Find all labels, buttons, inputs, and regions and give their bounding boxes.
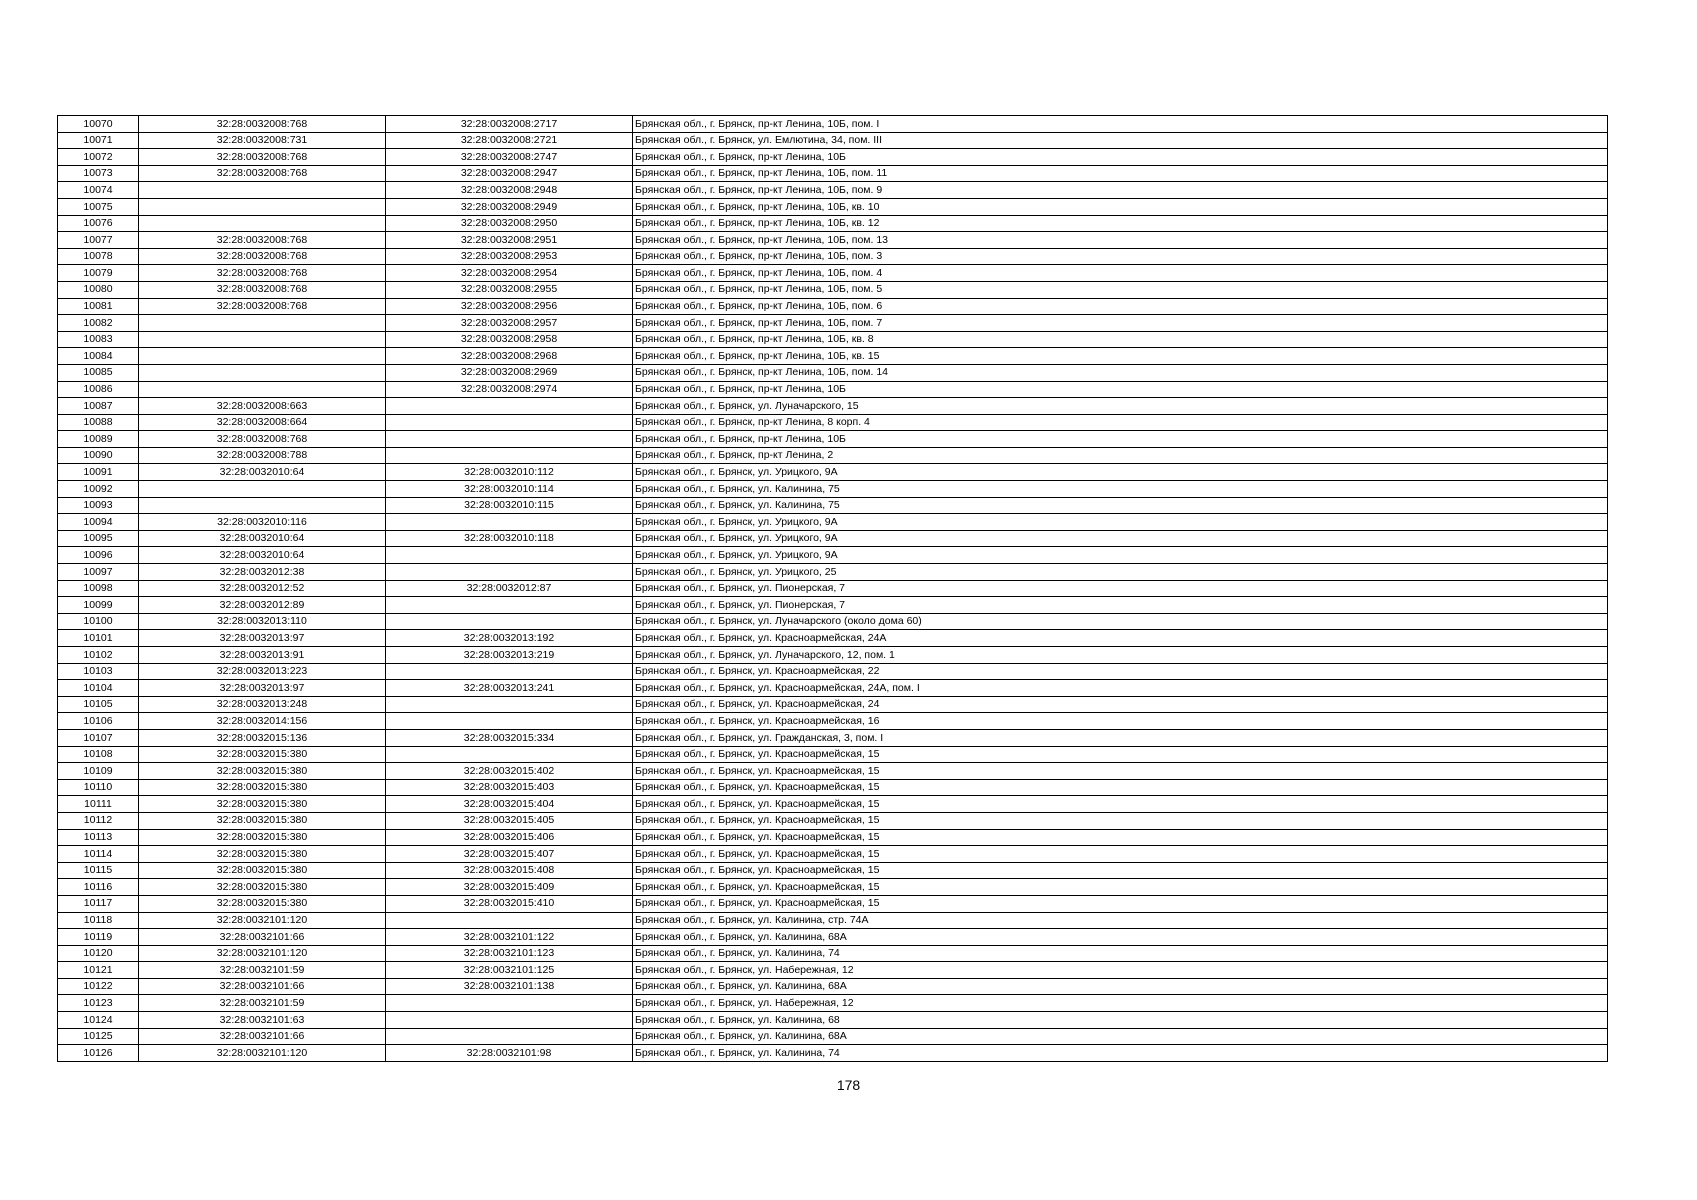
row-number-cell: 10125 [58,1028,139,1045]
row-number-cell: 10075 [58,198,139,215]
row-number-cell: 10084 [58,348,139,365]
land-cadastral-number-cell: 32:28:0032008:663 [139,398,386,415]
row-number-cell: 10121 [58,962,139,979]
row-number-cell: 10085 [58,364,139,381]
object-cadastral-number-cell [386,613,633,630]
object-cadastral-number-cell [386,663,633,680]
address-cell: Брянская обл., г. Брянск, ул. Пионерская, 7 [633,597,1608,614]
table-row [58,862,1608,879]
address-cell: Брянская обл., г. Брянск, пр-кт Ленина, 10Б, кв. 12 [633,215,1608,232]
object-cadastral-number-cell: 32:28:0032008:2956 [386,298,633,315]
object-cadastral-number-cell: 32:28:0032008:2953 [386,248,633,265]
object-cadastral-number-cell [386,514,633,531]
row-number-cell: 10106 [58,713,139,730]
table-row [58,729,1608,746]
row-number-cell: 10098 [58,580,139,597]
row-number-cell: 10126 [58,1045,139,1062]
row-number-cell: 10087 [58,398,139,415]
land-cadastral-number-cell: 32:28:0032008:768 [139,165,386,182]
land-cadastral-number-cell: 32:28:0032015:380 [139,812,386,829]
address-cell: Брянская обл., г. Брянск, ул. Красноармейская, 15 [633,862,1608,879]
land-cadastral-number-cell [139,381,386,398]
table-row [58,895,1608,912]
row-number-cell: 10120 [58,945,139,962]
object-cadastral-number-cell [386,696,633,713]
object-cadastral-number-cell [386,995,633,1012]
table-row [58,348,1608,365]
table-row [58,364,1608,381]
object-cadastral-number-cell [386,1028,633,1045]
row-number-cell: 10117 [58,895,139,912]
row-number-cell: 10112 [58,812,139,829]
row-number-cell: 10080 [58,281,139,298]
table-row [58,248,1608,265]
address-cell: Брянская обл., г. Брянск, пр-кт Ленина, 10Б, пом. 9 [633,182,1608,199]
object-cadastral-number-cell: 32:28:0032008:2974 [386,381,633,398]
table-row [58,1045,1608,1062]
land-cadastral-number-cell: 32:28:0032008:731 [139,132,386,149]
address-cell: Брянская обл., г. Брянск, ул. Пионерская, 7 [633,580,1608,597]
row-number-cell: 10102 [58,647,139,664]
address-cell: Брянская обл., г. Брянск, ул. Красноармейская, 16 [633,713,1608,730]
row-number-cell: 10111 [58,796,139,813]
table-row [58,879,1608,896]
land-cadastral-number-cell: 32:28:0032012:89 [139,597,386,614]
land-cadastral-number-cell: 32:28:0032015:136 [139,729,386,746]
object-cadastral-number-cell: 32:28:0032010:118 [386,530,633,547]
land-cadastral-number-cell: 32:28:0032101:66 [139,978,386,995]
table-row [58,929,1608,946]
land-cadastral-number-cell [139,364,386,381]
address-cell: Брянская обл., г. Брянск, ул. Красноармейская, 15 [633,812,1608,829]
table-row [58,663,1608,680]
object-cadastral-number-cell: 32:28:0032015:405 [386,812,633,829]
table-row [58,713,1608,730]
row-number-cell: 10094 [58,514,139,531]
row-number-cell: 10095 [58,530,139,547]
table-row [58,995,1608,1012]
address-cell: Брянская обл., г. Брянск, ул. Гражданская, 3, пом. I [633,729,1608,746]
land-cadastral-number-cell: 32:28:0032010:64 [139,530,386,547]
row-number-cell: 10118 [58,912,139,929]
land-cadastral-number-cell: 32:28:0032015:380 [139,779,386,796]
object-cadastral-number-cell [386,713,633,730]
row-number-cell: 10119 [58,929,139,946]
row-number-cell: 10072 [58,149,139,166]
table-row [58,265,1608,282]
table-row [58,580,1608,597]
table-row [58,331,1608,348]
land-cadastral-number-cell: 32:28:0032013:110 [139,613,386,630]
land-cadastral-number-cell: 32:28:0032101:59 [139,962,386,979]
object-cadastral-number-cell: 32:28:0032013:219 [386,647,633,664]
land-cadastral-number-cell [139,481,386,498]
land-cadastral-number-cell: 32:28:0032101:120 [139,1045,386,1062]
land-cadastral-number-cell: 32:28:0032008:768 [139,248,386,265]
object-cadastral-number-cell [386,564,633,581]
row-number-cell: 10103 [58,663,139,680]
row-number-cell: 10089 [58,431,139,448]
object-cadastral-number-cell: 32:28:0032101:98 [386,1045,633,1062]
table-row [58,547,1608,564]
row-number-cell: 10115 [58,862,139,879]
land-cadastral-number-cell: 32:28:0032013:248 [139,696,386,713]
object-cadastral-number-cell: 32:28:0032008:2968 [386,348,633,365]
object-cadastral-number-cell: 32:28:0032010:114 [386,481,633,498]
table-row [58,746,1608,763]
address-cell: Брянская обл., г. Брянск, ул. Красноармейская, 15 [633,746,1608,763]
row-number-cell: 10109 [58,763,139,780]
object-cadastral-number-cell: 32:28:0032008:2954 [386,265,633,282]
object-cadastral-number-cell: 32:28:0032008:2958 [386,331,633,348]
land-cadastral-number-cell: 32:28:0032101:63 [139,1012,386,1029]
object-cadastral-number-cell: 32:28:0032015:334 [386,729,633,746]
address-cell: Брянская обл., г. Брянск, пр-кт Ленина, 10Б, пом. 5 [633,281,1608,298]
row-number-cell: 10076 [58,215,139,232]
page-number: 178 [836,1077,861,1093]
table-row [58,182,1608,199]
address-cell: Брянская обл., г. Брянск, ул. Калинина, 68А [633,929,1608,946]
land-cadastral-number-cell: 32:28:0032101:59 [139,995,386,1012]
address-cell: Брянская обл., г. Брянск, ул. Урицкого, 25 [633,564,1608,581]
address-cell: Брянская обл., г. Брянск, ул. Урицкого, 9А [633,547,1608,564]
address-cell: Брянская обл., г. Брянск, ул. Калинина, 75 [633,497,1608,514]
address-cell: Брянская обл., г. Брянск, ул. Красноармейская, 24А, пом. I [633,680,1608,697]
object-cadastral-number-cell: 32:28:0032008:2717 [386,116,633,133]
table-row [58,281,1608,298]
object-cadastral-number-cell: 32:28:0032101:123 [386,945,633,962]
address-cell: Брянская обл., г. Брянск, пр-кт Ленина, 10Б, пом. 14 [633,364,1608,381]
object-cadastral-number-cell: 32:28:0032013:241 [386,680,633,697]
object-cadastral-number-cell: 32:28:0032101:122 [386,929,633,946]
land-cadastral-number-cell: 32:28:0032008:768 [139,232,386,249]
address-cell: Брянская обл., г. Брянск, ул. Красноармейская, 15 [633,779,1608,796]
object-cadastral-number-cell: 32:28:0032101:125 [386,962,633,979]
registry-table-body [58,116,1608,1062]
table-row [58,962,1608,979]
land-cadastral-number-cell: 32:28:0032012:52 [139,580,386,597]
object-cadastral-number-cell: 32:28:0032008:2947 [386,165,633,182]
row-number-cell: 10073 [58,165,139,182]
object-cadastral-number-cell: 32:28:0032015:407 [386,846,633,863]
land-cadastral-number-cell: 32:28:0032015:380 [139,829,386,846]
land-cadastral-number-cell: 32:28:0032101:66 [139,1028,386,1045]
row-number-cell: 10116 [58,879,139,896]
address-cell: Брянская обл., г. Брянск, ул. Урицкого, 9А [633,514,1608,531]
land-cadastral-number-cell [139,331,386,348]
land-cadastral-number-cell: 32:28:0032010:116 [139,514,386,531]
row-number-cell: 10086 [58,381,139,398]
land-cadastral-number-cell: 32:28:0032101:120 [139,912,386,929]
object-cadastral-number-cell: 32:28:0032101:138 [386,978,633,995]
table-row [58,630,1608,647]
table-row [58,431,1608,448]
row-number-cell: 10081 [58,298,139,315]
land-cadastral-number-cell: 32:28:0032008:768 [139,149,386,166]
object-cadastral-number-cell [386,414,633,431]
address-cell: Брянская обл., г. Брянск, пр-кт Ленина, 10Б [633,381,1608,398]
table-row [58,215,1608,232]
table-row [58,232,1608,249]
address-cell: Брянская обл., г. Брянск, ул. Калинина, стр. 74А [633,912,1608,929]
object-cadastral-number-cell [386,447,633,464]
address-cell: Брянская обл., г. Брянск, ул. Калинина, 68 [633,1012,1608,1029]
address-cell: Брянская обл., г. Брянск, пр-кт Ленина, 10Б, пом. 13 [633,232,1608,249]
row-number-cell: 10114 [58,846,139,863]
object-cadastral-number-cell [386,746,633,763]
table-row [58,680,1608,697]
table-row [58,447,1608,464]
table-row [58,481,1608,498]
address-cell: Брянская обл., г. Брянск, ул. Калинина, 74 [633,945,1608,962]
address-cell: Брянская обл., г. Брянск, пр-кт Ленина, 10Б, кв. 15 [633,348,1608,365]
address-cell: Брянская обл., г. Брянск, ул. Красноармейская, 24А [633,630,1608,647]
row-number-cell: 10104 [58,680,139,697]
row-number-cell: 10071 [58,132,139,149]
address-cell: Брянская обл., г. Брянск, пр-кт Ленина, 2 [633,447,1608,464]
table-row [58,978,1608,995]
object-cadastral-number-cell: 32:28:0032013:192 [386,630,633,647]
table-row [58,945,1608,962]
land-cadastral-number-cell: 32:28:0032015:380 [139,879,386,896]
row-number-cell: 10082 [58,315,139,332]
table-row [58,597,1608,614]
object-cadastral-number-cell: 32:28:0032008:2949 [386,198,633,215]
address-cell: Брянская обл., г. Брянск, пр-кт Ленина, 8 корп. 4 [633,414,1608,431]
table-row [58,846,1608,863]
row-number-cell: 10113 [58,829,139,846]
row-number-cell: 10101 [58,630,139,647]
object-cadastral-number-cell: 32:28:0032008:2957 [386,315,633,332]
land-cadastral-number-cell: 32:28:0032015:380 [139,895,386,912]
land-cadastral-number-cell: 32:28:0032013:97 [139,680,386,697]
table-row [58,829,1608,846]
row-number-cell: 10090 [58,447,139,464]
address-cell: Брянская обл., г. Брянск, ул. Луначарского (около дома 60) [633,613,1608,630]
land-cadastral-number-cell: 32:28:0032101:66 [139,929,386,946]
address-cell: Брянская обл., г. Брянск, пр-кт Ленина, 10Б, пом. I [633,116,1608,133]
address-cell: Брянская обл., г. Брянск, ул. Калинина, 68А [633,978,1608,995]
table-row [58,912,1608,929]
address-cell: Брянская обл., г. Брянск, ул. Красноармейская, 15 [633,846,1608,863]
row-number-cell: 10074 [58,182,139,199]
object-cadastral-number-cell [386,1012,633,1029]
address-cell: Брянская обл., г. Брянск, ул. Емлютина, 34, пом. III [633,132,1608,149]
land-cadastral-number-cell: 32:28:0032008:768 [139,281,386,298]
address-cell: Брянская обл., г. Брянск, пр-кт Ленина, 10Б, кв. 8 [633,331,1608,348]
row-number-cell: 10079 [58,265,139,282]
object-cadastral-number-cell: 32:28:0032010:112 [386,464,633,481]
table-row [58,1012,1608,1029]
row-number-cell: 10110 [58,779,139,796]
row-number-cell: 10124 [58,1012,139,1029]
land-cadastral-number-cell: 32:28:0032015:380 [139,846,386,863]
object-cadastral-number-cell: 32:28:0032008:2955 [386,281,633,298]
row-number-cell: 10099 [58,597,139,614]
row-number-cell: 10097 [58,564,139,581]
address-cell: Брянская обл., г. Брянск, ул. Красноармейская, 15 [633,879,1608,896]
row-number-cell: 10093 [58,497,139,514]
table-row [58,564,1608,581]
object-cadastral-number-cell: 32:28:0032015:410 [386,895,633,912]
land-cadastral-number-cell: 32:28:0032008:768 [139,431,386,448]
object-cadastral-number-cell: 32:28:0032008:2721 [386,132,633,149]
table-row [58,398,1608,415]
row-number-cell: 10091 [58,464,139,481]
object-cadastral-number-cell: 32:28:0032008:2948 [386,182,633,199]
address-cell: Брянская обл., г. Брянск, пр-кт Ленина, 10Б, пом. 7 [633,315,1608,332]
table-row [58,464,1608,481]
table-row [58,315,1608,332]
object-cadastral-number-cell: 32:28:0032008:2950 [386,215,633,232]
land-cadastral-number-cell: 32:28:0032008:788 [139,447,386,464]
address-cell: Брянская обл., г. Брянск, пр-кт Ленина, 10Б [633,149,1608,166]
row-number-cell: 10123 [58,995,139,1012]
land-cadastral-number-cell: 32:28:0032008:768 [139,298,386,315]
table-row [58,613,1608,630]
address-cell: Брянская обл., г. Брянск, ул. Красноармейская, 15 [633,895,1608,912]
address-cell: Брянская обл., г. Брянск, ул. Калинина, 68А [633,1028,1608,1045]
table-row [58,149,1608,166]
land-cadastral-number-cell: 32:28:0032008:768 [139,265,386,282]
object-cadastral-number-cell [386,431,633,448]
object-cadastral-number-cell: 32:28:0032015:406 [386,829,633,846]
object-cadastral-number-cell: 32:28:0032015:409 [386,879,633,896]
land-cadastral-number-cell: 32:28:0032010:64 [139,547,386,564]
address-cell: Брянская обл., г. Брянск, ул. Красноармейская, 24 [633,696,1608,713]
table-row [58,1028,1608,1045]
row-number-cell: 10122 [58,978,139,995]
address-cell: Брянская обл., г. Брянск, пр-кт Ленина, 10Б [633,431,1608,448]
object-cadastral-number-cell [386,912,633,929]
address-cell: Брянская обл., г. Брянск, ул. Красноармейская, 15 [633,796,1608,813]
object-cadastral-number-cell: 32:28:0032008:2747 [386,149,633,166]
land-cadastral-number-cell [139,315,386,332]
land-cadastral-number-cell [139,215,386,232]
address-cell: Брянская обл., г. Брянск, пр-кт Ленина, 10Б, кв. 10 [633,198,1608,215]
object-cadastral-number-cell [386,597,633,614]
row-number-cell: 10088 [58,414,139,431]
address-cell: Брянская обл., г. Брянск, ул. Калинина, 74 [633,1045,1608,1062]
table-row [58,298,1608,315]
cadastral-registry-table [57,115,1608,1062]
land-cadastral-number-cell: 32:28:0032015:380 [139,796,386,813]
land-cadastral-number-cell [139,348,386,365]
land-cadastral-number-cell: 32:28:0032012:38 [139,564,386,581]
address-cell: Брянская обл., г. Брянск, ул. Красноармейская, 15 [633,829,1608,846]
table-row [58,165,1608,182]
land-cadastral-number-cell [139,198,386,215]
land-cadastral-number-cell: 32:28:0032013:97 [139,630,386,647]
address-cell: Брянская обл., г. Брянск, ул. Набережная, 12 [633,995,1608,1012]
address-cell: Брянская обл., г. Брянск, пр-кт Ленина, 10Б, пом. 11 [633,165,1608,182]
land-cadastral-number-cell: 32:28:0032014:156 [139,713,386,730]
address-cell: Брянская обл., г. Брянск, ул. Урицкого, 9А [633,530,1608,547]
table-row [58,497,1608,514]
table-row [58,696,1608,713]
land-cadastral-number-cell: 32:28:0032015:380 [139,862,386,879]
address-cell: Брянская обл., г. Брянск, ул. Урицкого, 9А [633,464,1608,481]
address-cell: Брянская обл., г. Брянск, пр-кт Ленина, 10Б, пом. 6 [633,298,1608,315]
object-cadastral-number-cell: 32:28:0032015:404 [386,796,633,813]
table-row [58,763,1608,780]
table-row [58,116,1608,133]
land-cadastral-number-cell: 32:28:0032008:768 [139,116,386,133]
address-cell: Брянская обл., г. Брянск, пр-кт Ленина, 10Б, пом. 3 [633,248,1608,265]
row-number-cell: 10108 [58,746,139,763]
row-number-cell: 10107 [58,729,139,746]
land-cadastral-number-cell: 32:28:0032101:120 [139,945,386,962]
row-number-cell: 10070 [58,116,139,133]
land-cadastral-number-cell: 32:28:0032015:380 [139,746,386,763]
address-cell: Брянская обл., г. Брянск, ул. Красноармейская, 22 [633,663,1608,680]
address-cell: Брянская обл., г. Брянск, ул. Луначарского, 15 [633,398,1608,415]
address-cell: Брянская обл., г. Брянск, пр-кт Ленина, 10Б, пом. 4 [633,265,1608,282]
table-row [58,198,1608,215]
land-cadastral-number-cell: 32:28:0032008:664 [139,414,386,431]
object-cadastral-number-cell: 32:28:0032015:403 [386,779,633,796]
object-cadastral-number-cell: 32:28:0032008:2969 [386,364,633,381]
address-cell: Брянская обл., г. Брянск, ул. Набережная, 12 [633,962,1608,979]
table-row [58,514,1608,531]
object-cadastral-number-cell [386,547,633,564]
row-number-cell: 10078 [58,248,139,265]
address-cell: Брянская обл., г. Брянск, ул. Красноармейская, 15 [633,763,1608,780]
land-cadastral-number-cell [139,497,386,514]
object-cadastral-number-cell: 32:28:0032015:402 [386,763,633,780]
land-cadastral-number-cell: 32:28:0032013:91 [139,647,386,664]
row-number-cell: 10100 [58,613,139,630]
table-row [58,414,1608,431]
object-cadastral-number-cell [386,398,633,415]
table-row [58,530,1608,547]
table-row [58,132,1608,149]
table-row [58,381,1608,398]
land-cadastral-number-cell: 32:28:0032013:223 [139,663,386,680]
object-cadastral-number-cell: 32:28:0032008:2951 [386,232,633,249]
table-row [58,647,1608,664]
row-number-cell: 10083 [58,331,139,348]
object-cadastral-number-cell: 32:28:0032015:408 [386,862,633,879]
land-cadastral-number-cell: 32:28:0032010:64 [139,464,386,481]
row-number-cell: 10077 [58,232,139,249]
land-cadastral-number-cell: 32:28:0032015:380 [139,763,386,780]
table-row [58,779,1608,796]
address-cell: Брянская обл., г. Брянск, ул. Луначарского, 12, пом. 1 [633,647,1608,664]
address-cell: Брянская обл., г. Брянск, ул. Калинина, 75 [633,481,1608,498]
table-row [58,796,1608,813]
row-number-cell: 10092 [58,481,139,498]
row-number-cell: 10105 [58,696,139,713]
object-cadastral-number-cell: 32:28:0032012:87 [386,580,633,597]
land-cadastral-number-cell [139,182,386,199]
table-row [58,812,1608,829]
row-number-cell: 10096 [58,547,139,564]
object-cadastral-number-cell: 32:28:0032010:115 [386,497,633,514]
